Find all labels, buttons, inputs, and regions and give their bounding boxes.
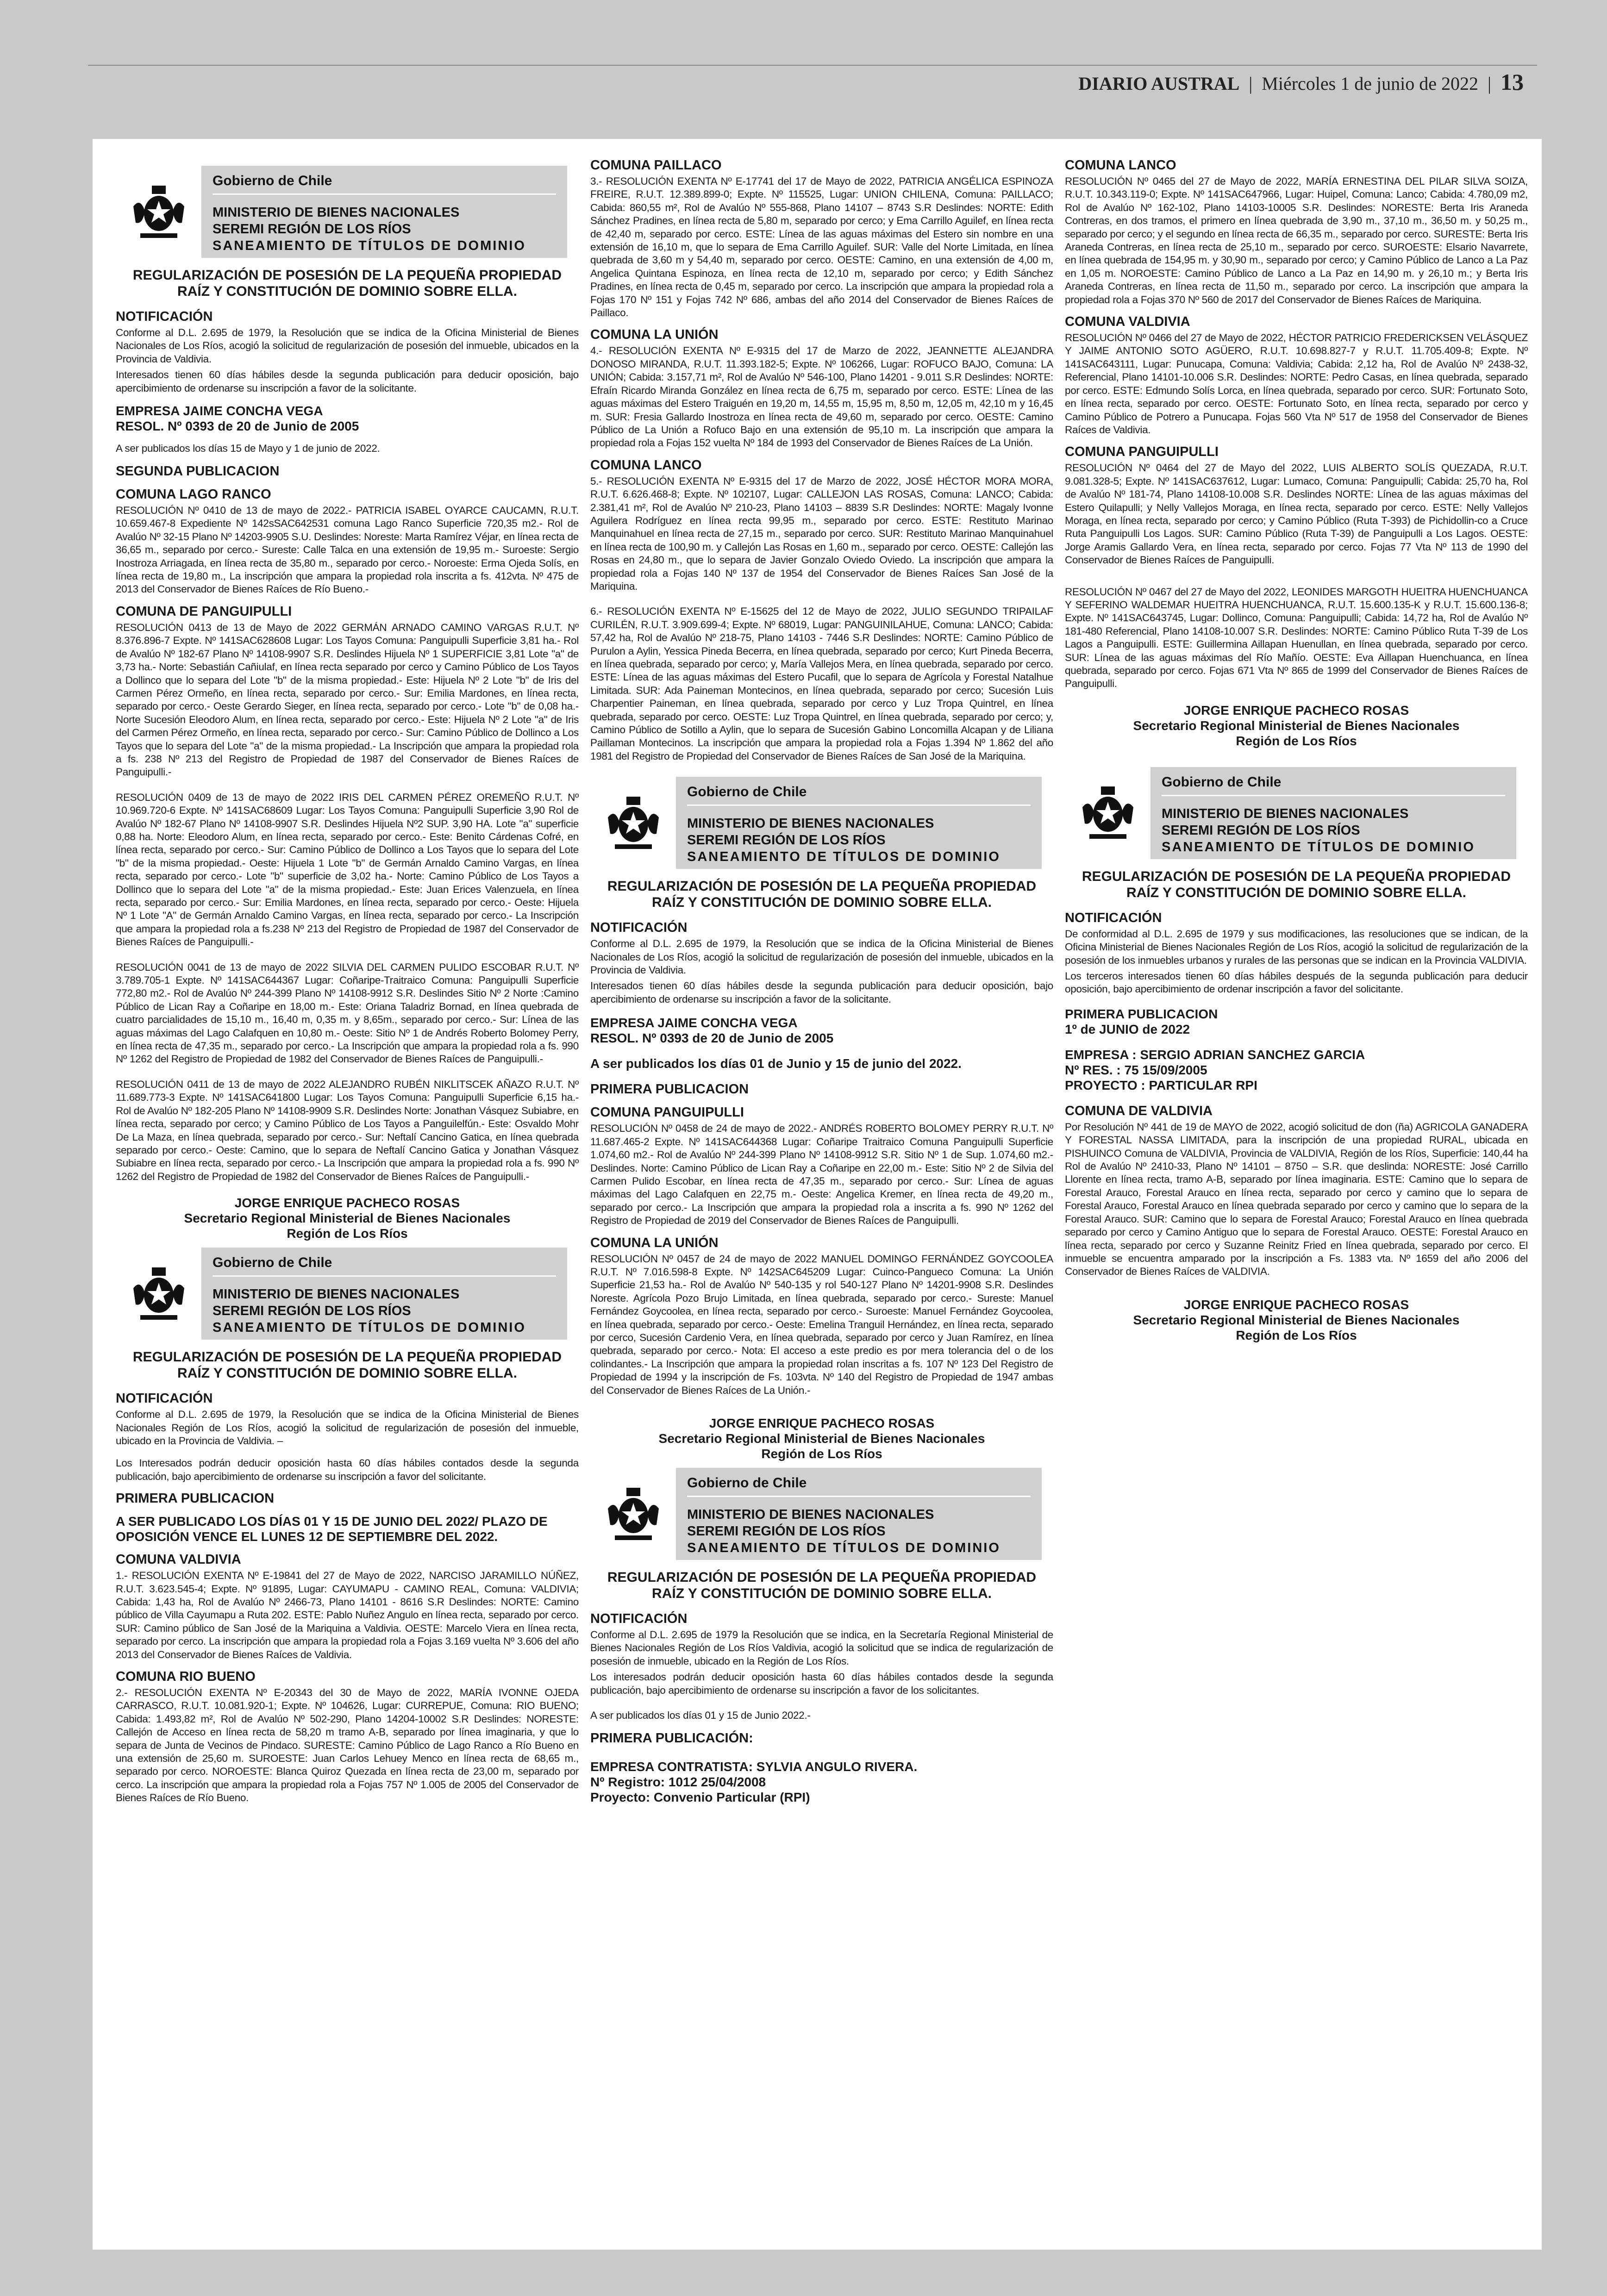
notice-text: Los terceros interesados tienen 60 días hábiles después de la segunda publicación para deducir oposición, bajo apercibimiento de ordenar inscripción a favor del solicitante. — [1065, 970, 1528, 995]
chile-coat-of-arms-icon — [116, 166, 201, 256]
contractor-name: EMPRESA : SERGIO ADRIAN SANCHEZ GARCIA — [1065, 1047, 1365, 1062]
publication-label: PRIMERA PUBLICACION — [590, 1082, 749, 1097]
government-label: Gobierno de Chile — [1162, 774, 1505, 796]
section-heading: NOTIFICACIÓN — [590, 920, 688, 936]
ministry-name: MINISTERIO DE BIENES NACIONALES — [213, 1287, 460, 1302]
signer-name: JORGE ENRIQUE PACHECO ROSAS — [1183, 703, 1409, 718]
notice-text: Los Interesados podrán deducir oposición hasta 60 días hábiles contados desde la segunda publicación, bajo apercibimiento de ordenarse su inscripción a favor del solicitante. — [116, 1457, 579, 1482]
resolution-text: Por Resolución Nº 441 de 19 de MAYO de 2022, acogió solicitud de don (ña) AGRICOLA GANADERA Y FORESTAL NASSA LIMITADA, para la inscripción de una propiedad RURAL, ubicada en PISHUINCO Comuna de VALDIVIA, Provincia de VALDIVIA, Región de los Ríos, Superficie: 140,44 ha Rol de Avalúo Nº 2410-33, Plano Nº 14101 – 8750 – S.R. que deslinda: NORESTE: José Carrillo Llorente en línea recta, tramo A-B, separado por línea imaginaria. ESTE: Camino que lo separa de Forestal Arauco, Forestal Arauco en línea recta, separado por cerco y camino que lo separa de Forestal Arauco, Forestal Arauco en línea quebrada separado por cerco y camino que lo separa de la Forestal Arauco. SUR: Camino que lo separa de Forestal Arauco; Forestal Arauco en línea quebrada separado por cerco y Camino Antiguo que lo separa de Forestal Arauco. OESTE: Forestal Arauco en línea recta, separado por cerco y Suzanne Reinitz Fried en línea quebrada, separado por cerco. El inmueble se encuentra amparado por la inscripción a Fs. 1383 vta. Nº 1659 del año 2006 del Conservador de Bienes Raíces de VALDIVIA. — [1065, 1121, 1528, 1278]
resolution-ref: RESOL. Nº 0393 de 20 de Junio de 2005 — [116, 419, 359, 434]
resolution-ref: RESOL. Nº 0393 de 20 de Junio de 2005 — [590, 1031, 834, 1046]
resolution-text: RESOLUCIÓN Nº 0467 del 27 de Mayo del 2022, LEONIDES MARGOTH HUEITRA HUENCHUANCA Y SEFERINO WALDEMAR HUEITRA HUENCHUANCA, R.U.T. 15.600.135-K y R.U.T. 15.600.136-8; Expte. Nº 141SAC643745, Lugar: Dollinco, Comuna: Panguipulli; Cabida: 14,72 ha, Rol de Avalúo Nº 181-480 Referencial, Plano 14108-10.007 S.R. Deslindes: NORTE: Camino Público Ruta T-39 de Los Lagos a Panguipulli. ESTE: Guillermina Aillapan Huenullan, en línea quebrada, separado por cerco. SUR: Línea de las aguas máximas del Río Mañío. OESTE: Eva Aillapan Huenchuanca, en línea quebrada, separado por cerco. Fojas 671 Vta Nº 865 de 1999 del Conservador de Bienes Raíces de Panguipulli. — [1065, 586, 1528, 690]
notice-title: REGULARIZACIÓN DE POSESIÓN DE LA PEQUEÑA PROPIEDAD RAÍZ Y CONSTITUCIÓN DE DOMINIO SOBRE ELLA. — [607, 1570, 1037, 1601]
signer-role: Secretario Regional Ministerial de Bienes Nacionales — [184, 1211, 511, 1226]
notice-title: REGULARIZACIÓN DE POSESIÓN DE LA PEQUEÑA PROPIEDAD RAÍZ Y CONSTITUCIÓN DE DOMINIO SOBRE ELLA. — [607, 879, 1037, 911]
resolution-text: 6.- RESOLUCIÓN EXENTA Nº E-15625 del 12 de Mayo de 2022, JULIO SEGUNDO TRIPAILAF CURILÉN, R.U.T. 3.909.699-4; Expte. Nº 68019, Lugar: PANGUINILAHUE, Comuna: LANCO; Cabida: 57,42 ha, Rol de Avalúo Nº 218-75, Plano 14103 - 7446 S.R Deslindes: NORTE: Camino Público de Purulon a Aylin, Yessica Pineda Becerra, en línea quebrada, separado por cerco; Kurt Pineda Becerra, en línea quebrada, separado por cerco; y, María Vallejos Mera, en línea quebrada, separado por cerco. ESTE: Línea de las aguas máximas del Estero Pucafil, que lo separa de Agrícola y Forestal Natalhue Limitada. SUR: Ada Paineman Montecinos, en línea quebrada, separado por cerco; Sucesión Luis Charpentier Paineman, en línea quebrada, separado por cerco y Luz Tropa Quintrel, en línea quebrada, separado por cerco. OESTE: Luz Tropa Quintrel, en línea quebrada, separado por cerco; y, Camino Público de Sotillo a Aylin, que lo separa de Sucesión Gabino Loncomilla Alcapan y de Liliana Paillaman Montecinos. La inscripción que ampara la propiedad rola a Fojas 1.394 Nº 1.862 del año 1981 del Registro de Propiedad del Conservador de Bienes Raíces de San José de la Mariquina. — [590, 605, 1053, 762]
signature-block — [1065, 1297, 1528, 1343]
section-heading: NOTIFICACIÓN — [116, 1391, 213, 1406]
comuna-heading: COMUNA LAGO RANCO — [116, 487, 271, 502]
seremi-name: SEREMI REGIÓN DE LOS RÍOS — [687, 1524, 886, 1539]
program-name: SANEAMIENTO DE TÍTULOS DE DOMINIO — [213, 1320, 526, 1335]
notice-text: Interesados tienen 60 días hábiles desde la segunda publicación para deducir oposición, bajo apercibimiento de ordenarse su inscripción a favor de la solicitante. — [116, 369, 579, 394]
notice-text: Conforme al D.L. 2.695 de 1979, la Resolución que se indica de la Oficina Ministerial de Bienes Nacionales de Los Ríos, acogió la solicitud de regularización de posesión del inmueble, ubicados en la Provincia de Valdivia. — [116, 327, 579, 365]
notice-text: Los interesados podrán deducir oposición hasta 60 días hábiles contados desde la segunda publicación, bajo apercibimiento de ordenarse su inscripción a favor de los solicitantes. — [590, 1671, 1053, 1696]
contractor-name: EMPRESA JAIME CONCHA VEGA — [116, 404, 323, 418]
chile-coat-of-arms-icon — [590, 1468, 676, 1558]
seremi-name: SEREMI REGIÓN DE LOS RÍOS — [213, 222, 411, 237]
publication-label: PRIMERA PUBLICACION — [116, 1491, 275, 1506]
publication-label: SEGUNDA PUBLICACION — [116, 464, 280, 479]
signer-role: Secretario Regional Ministerial de Bienes Nacionales — [1133, 1312, 1460, 1327]
comuna-heading: COMUNA PANGUIPULLI — [1065, 444, 1219, 460]
resolution-text: 5.- RESOLUCIÓN EXENTA Nº E-9315 del 17 de Marzo de 2022, JOSÉ HÉCTOR MORA MORA, R.U.T. 6.626.468-8; Expte. Nº 102107, Lugar: CALLEJON LAS ROSAS, Comuna: LANCO; Cabida: 2.381,41 m², Rol de Avalúo Nº 210-23, Plano 14103 – 8839 S.R Deslindes: NORTE: Magaly Ivonne Aguilera Rodríguez en línea recta 99,95 m., separado por cerco. ESTE: Restituto Marinao Manquinahuel en línea recta de 27,15 m., separado por cerco. SUR: Restituto Marinao Manquinahuel en línea recta de 100,90 m. y Callejón Las Rosas en 1,60 m., separado por cerco. OESTE: Callejón las Rosas en 24,80 m., que lo separa de Javier Gonzalo Oviedo Oviedo. La inscripción que ampara la propiedad rola a Fojas 140 Nº 137 de 1954 del Conservador de Bienes Raíces San José de la Mariquina. — [590, 475, 1053, 592]
publication-label: PRIMERA PUBLICACIÓN: — [590, 1731, 753, 1746]
signer-role: Secretario Regional Ministerial de Bienes Nacionales — [658, 1431, 985, 1446]
resolution-text: RESOLUCIÓN 0413 de 13 de Mayo de 2022 GERMÁN ARNADO CAMINO VARGAS R.U.T. Nº 8.376.896-7 Expte. Nº 141SAC628608 Lugar: Los Tayos Comuna: Panguipulli Superficie 3,81 ha.- Rol de Avalúo Nº 182-67 Plano Nº 14108-9907 S.R. Deslindes Hijuela Nº 1 SUPERFICIE 3,81 Lote "a" de 3,73 ha.- Norte: Sebastián Cañiulaf, en línea recta separado por cerco y Camino Público de Los Tayos a Dollinco que lo separa del Lote "b" de la misma propiedad.- Este: Hijuela Nº 2 Lote "b" de Iris del Carmen Pérez Ormeño, en línea recta, separado por cerco.- Sur: Emilia Mardones, en línea recta, separado por cerco.- Oeste Gerardo Sieger, en línea recta, separado por cerco.- Lote "b" de 0,08 ha.- Norte Sucesión Eleodoro Alum, en línea recta, separado por cerco.- Este: Hijuela Nº 2 Lote "a" de Iris del Carmen Pérez Ormeño, en línea recta, separado por cerco.- Sur: Camino Público de Dollinco a Los Tayos que lo separa del Lote "a" de la misma propiedad.- La Inscripción que ampara la propiedad rola a fs. 238 Nº 213 del Registro de Propiedad de 1987 del Conservador de Bienes Raíces de Panguipulli.- — [116, 621, 579, 778]
resolution-text: 1.- RESOLUCIÓN EXENTA Nº E-19841 del 27 de Mayo de 2022, NARCISO JARAMILLO NÚÑEZ, R.U.T. 3.623.545-4; Expte. Nº 91895, Lugar: CAYUMAPU - CAMINO REAL, Comuna: VALDIVIA; Cabida: 1,43 ha, Rol de Avalúo Nº 2466-73, Plano 14101 - 8616 S.R Deslindes: NORTE: Camino público de Villa Cayumapu a Ruta 202. ESTE: Pablo Nuñez Angulo en línea recta, separado por cerco. SUR: Camino público de San José de la Mariquina a Valdivia. OESTE: Marcelo Viera en línea recta, separado por cerco. La inscripción que ampara la propiedad rola a Fojas 3.169 vuelta Nº 3.606 del año 2013 del Conservador de Bienes Raíces de Valdivia. — [116, 1570, 579, 1660]
chile-coat-of-arms-icon — [1065, 767, 1151, 857]
publication-dates: A ser publicados los días 01 de Junio y 15 de junio del 2022. — [590, 1056, 962, 1071]
notice-title: REGULARIZACIÓN DE POSESIÓN DE LA PEQUEÑA PROPIEDAD RAÍZ Y CONSTITUCIÓN DE DOMINIO SOBRE ELLA. — [1082, 868, 1511, 900]
resolution-text: RESOLUCIÓN Nº 0464 del 27 de Mayo del 2022, LUIS ALBERTO SOLÍS QUEZADA, R.U.T. 9.081.328-5; Expte. Nº 141SAC637612, Lugar: Lumaco, Comuna: Panguipulli; Cabida: 25,70 ha, Rol de Avalúo Nº 181-74, Plano 14108-10.008 S.R. Deslindes NORTE: Línea de las aguas máximas del Estero Quilapulli; y Nelly Vallejos Moraga, en línea recta, separado por cerco. ESTE: Nelly Vallejos Moraga, en línea recta, separado por cerco; y Camino Público (Ruta T-393) de Pichidollin-co a Cruce Ruta Panguipulli Los Lagos. SUR: Camino Público (Ruta T-39) de Panguipulli a Los Lagos. OESTE: Jorge Aramis Gallardo Vera, en línea recta, separado por cerco. Fojas 77 Vta Nº 113 de 1990 del Conservador de Bienes Raíces de Panguipulli. — [1065, 462, 1528, 566]
resolution-text: RESOLUCIÓN Nº 0465 del 27 de Mayo de 2022, MARÍA ERNESTINA DEL PILAR SILVA SOIZA, R.U.T. 10.343.119-0; Expte. Nº 141SAC647966, Lugar: Huipel, Comuna: Lanco; Cabida: 4.780,09 m2, Rol de Avalúo Nº 162-102, Plano 14103-10005 S.R. Deslindes: NORESTE: Berta Iris Araneda Contreras, en dos tramos, el primero en línea quebrada de 3,90 m., 37,10 m., 36,50 m. y 50,25 m., separado por cerco; y el segundo en línea recta de 66,35 m., separado por cerco. SURESTE: Berta Iris Araneda Contreras, en línea recta de 25,10 m., separado por cerco. SUROESTE: Elsario Navarrete, en línea quebrada de 154,95 m. y 30,90 m., separado por cerco; y Camino Público de Lanco a La Paz en 1,05 m. NOROESTE: Camino Público de Lanco a La Paz en 14,90 m. y 26,10 m.; y Berta Iris Araneda Contreras, en línea recta de 11,50 m., separado por cerco. La inscripción que ampara la propiedad rola a Fojas 370 Nº 560 de 2017 del Conservador de Bienes Raíces de Mariquina. — [1065, 175, 1528, 306]
government-label: Gobierno de Chile — [213, 173, 556, 195]
signer-name: JORGE ENRIQUE PACHECO ROSAS — [709, 1416, 935, 1430]
chile-coat-of-arms-icon — [590, 777, 676, 867]
government-label: Gobierno de Chile — [213, 1255, 556, 1277]
notice-title: REGULARIZACIÓN DE POSESIÓN DE LA PEQUEÑA PROPIEDAD RAÍZ Y CONSTITUCIÓN DE DOMINIO SOBRE ELLA. — [132, 268, 562, 299]
column-1 — [116, 139, 579, 1808]
section-heading: NOTIFICACIÓN — [590, 1611, 688, 1626]
notice-text: Interesados tienen 60 días hábiles desde la segunda publicación para deducir oposición, bajo apercibimiento de ordenarse su inscripción a favor de la solicitante. — [590, 980, 1053, 1005]
notice-text: Conforme al D.L. 2.695 de 1979 la Resolución que se indica, en la Secretaría Regional Ministerial de Bienes Nacionales Región de Los Ríos Valdivia, acogió la solicitud que se indica de regularización de posesión de inmueble, ubicado en la Región de Los Ríos. — [590, 1629, 1053, 1667]
ministry-header-box — [590, 777, 1042, 869]
comuna-heading: COMUNA VALDIVIA — [1065, 314, 1190, 330]
contractor-name: EMPRESA CONTRATISTA: SYLVIA ANGULO RIVERA. — [590, 1759, 918, 1774]
header-rule — [88, 65, 1537, 66]
signer-region: Región de Los Ríos — [761, 1447, 882, 1461]
resolution-text: RESOLUCIÓN 0041 de 13 de mayo de 2022 SILVIA DEL CARMEN PULIDO ESCOBAR R.U.T. Nº 3.789.705-1 Expte. Nº 141SAC644367 Lugar: Coñaripe-Traitraico Comuna: Panguipulli Superficie 772,80 m2.- Rol de Avalúo Nº 244-399 Plano Nº 14108-9912 S.R. Deslindes Sitio Nº 2 Norte :Camino Público de Lican Ray a Coñaripe en 18,00 m.- Este: Oriana Taladriz Bornad, en línea quebrada de cuatro parcialidades de 15,10 m., 16,40 m, 0,35 m. y 8,65m., separado por cerco.- Sur: Línea de las aguas máximas del Lago Calafquen en 10,80 m.- Oeste: Sitio Nº 1 de Andrés Roberto Bolomey Perry, en línea recta de 47,35 m., separado por cerco.- La Inscripción que ampara la propiedad rola a fs. 990 Nº 1262 del Registro de Propiedad de 1982 del Conservador de Bienes Raíces de Panguipulli.- — [116, 961, 579, 1065]
resolution-text: RESOLUCIÓN Nº 0466 del 27 de Mayo de 2022, HÉCTOR PATRICIO FREDERICKSEN VELÁSQUEZ Y JAIME ANTONIO SOTO AGÜERO, R.U.T. 10.698.827-7 y R.U.T. 11.705.409-8; Expte. Nº 141SAC643111, Lugar: Punucapa, Comuna: Valdivia; Cabida: 2,12 ha, Rol de Avalúo Nº 2438-32, Referencial, Plano 14101-10.006 S.R. Deslindes: NORTE: Pedro Casas, en línea quebrada, separado por cerco. ESTE: Edmundo Solís Lorca, en línea quebrada, separado por cerco. SUR: Fortunato Soto, en línea recta, separado por cerco. OESTE: Fortunato Soto, en línea recta, separado por cerco y Camino Público de Potrero a Punucapa. Fojas 560 Vta Nº 517 de 1958 del Conservador de Bienes Raíces de Valdivia. — [1065, 332, 1528, 436]
ministry-header-box — [1065, 767, 1516, 859]
resolution-ref: Nº RES. : 75 15/09/2005 — [1065, 1062, 1207, 1077]
signer-name: JORGE ENRIQUE PACHECO ROSAS — [234, 1196, 460, 1210]
notice-text: De conformidad al D.L. 2.695 de 1979 y sus modificaciones, las resoluciones que se indican, de la Oficina Ministerial de Bienes Nacionales Región de Los Ríos, acogió la solicitud de regularización de la posesión de los inmuebles urbanos y rurales de las personas que se indican en la Provincia VALDIVIA. — [1065, 928, 1528, 966]
resolution-text: 4.- RESOLUCIÓN EXENTA Nº E-9315 del 17 de Marzo de 2022, JEANNETTE ALEJANDRA DONOSO MIRANDA, R.U.T. 11.393.182-5; Expte. Nº 106266, Lugar: ROFUCO BAJO, Comuna: LA UNIÓN; Cabida: 3.157,71 m², Rol de Avalúo Nº 546-100, Plano 14201 - 9.011 S.R Deslindes: NORTE: Efraín Ricardo Miranda González en línea recta de 6,75 m, separado por cerco. ESTE: Línea de las aguas máximas del Estero Traiguén en 19,20 m, 14,55 m, 15,95 m, 8,50 m, 12,05 m, 42,10 m y 16,45 m. SUR: Fresia Gallardo Inostroza en línea recta de 49,60 m, separado por cerco. OESTE: Camino Público de La Unión a Rofuco Bajo en una extensión de 95,10 m. La inscripción que ampara la propiedad rola a Fojas 152 vuelta Nº 184 de 1993 del Conservador de Bienes Raíces de La Unión. — [590, 345, 1053, 449]
section-heading: NOTIFICACIÓN — [116, 309, 213, 324]
resolution-text: RESOLUCIÓN Nº 0410 de 13 de mayo de 2022.- PATRICIA ISABEL OYARCE CAUCAMN, R.U.T. 10.659.467-8 Expediente Nº 142sSAC642531 comuna Lago Ranco Superficie 720,35 m2.- Rol de Avalúo Nº 32-15 Plano Nº 14203-9905 S.U. Deslindes: Noreste: Marta Ramírez Véjar, en línea recta de 36,65 m., separado por cerco.- Sureste: Calle Talca en una extensión de 19,95 m.- Suroeste: Sergio Inostroza Arriagada, en línea recta de 35,80 m., separado por cerco.- Noroeste: Erma Ojeda Solís, en línea recta de 19,80 m., La inscripción que ampara la propiedad rola inscrita a fs. 412vta. Nº 475 de 2013 del Conservador de Bienes Raíces de Río Bueno.- — [116, 505, 579, 595]
program-name: SANEAMIENTO DE TÍTULOS DE DOMINIO — [213, 238, 526, 253]
seremi-name: SEREMI REGIÓN DE LOS RÍOS — [687, 833, 886, 848]
publication-date: 1º de JUNIO de 2022 — [1065, 1022, 1190, 1036]
comuna-heading: COMUNA LANCO — [1065, 158, 1176, 173]
ministry-header-box — [116, 1248, 567, 1340]
contractor-name: EMPRESA JAIME CONCHA VEGA — [590, 1016, 798, 1030]
ministry-name: MINISTERIO DE BIENES NACIONALES — [687, 1507, 934, 1522]
resolution-text: RESOLUCIÓN 0411 de 13 de mayo de 2022 ALEJANDRO RUBÉN NIKLITSCEK AÑAZO R.U.T. Nº 11.689.773-3 Expte. Nº 141SAC641800 Lugar: Los Tayos Comuna: Panguipulli Superficie 6,15 ha.- Rol de Avalúo Nº 182-205 Plano Nº 14108-9909 S.R. Deslindes Norte: Jonathan Vásquez Subiabre, en línea recta, separado por cerco; y Camino Público de Los Tayos a Panguilelfún.- Este: Osvaldo Mohr De La Maza, en línea quebrada, separado por cerco.- Sur: Neftalí Cancino Gatica, en línea quebrada separado por cerco.- Oeste: Camino, que lo separa de Neftalí Cancino Gatica y Jonathan Vásquez Subiabre en línea recta, separado por cerco.- La Inscripción que ampara la propiedad rola a fs. 990 Nº 1262 del Registro de Propiedad de 1982 del Conservador de Bienes Raíces de Panguipulli.- — [116, 1078, 579, 1182]
resolution-text: 3.- RESOLUCIÓN EXENTA Nº E-17741 del 17 de Mayo de 2022, PATRICIA ANGÉLICA ESPINOZA FREIRE, R.U.T. 12.389.899-0; Expte. Nº 115525, Lugar: UNION CHILENA, Comuna: PAILLACO; Cabida: 860,55 m², Rol de Avalúo Nº 555-868, Plano 14107 – 8743 S.R Deslindes: NORTE: Edith Sánchez Pradines, en línea recta de 5,80 m, separado por cerco; y Ema Carrillo Aguilef, en línea recta de 42,40 m, separado por cerco. ESTE: Línea de las aguas máximas del Estero sin nombre en una extensión de 16,10 m, que lo separa de Ema Carrillo Aguilef. SUR: Valle del Norte Limitada, en línea quebrada de 3,60 m y 54,40 m, separado por cerco. OESTE: Camino, en una extensión de 4,00 m, Angelica Quintana Espinoza, en línea recta de 12,10 m, separado por cerco; y Edith Sánchez Pradines, en línea recta de 0,45 m, separado por cerco. La inscripción que ampara la propiedad rola a Fojas 170 Nº 151 y Fojas 742 Nº 686, ambas del año 2014 del Conservador de Bienes Raíces de Paillaco. — [590, 175, 1053, 319]
comuna-heading: COMUNA VALDIVIA — [116, 1552, 241, 1567]
notices-page — [93, 139, 1542, 2250]
project-ref: PROYECTO : PARTICULAR RPI — [1065, 1078, 1257, 1092]
signature-block — [590, 1416, 1053, 1461]
resolution-text: RESOLUCIÓN 0409 de 13 de mayo de 2022 IRIS DEL CARMEN PÉREZ OREMEÑO R.U.T. Nº 10.969.720-6 Expte. Nº 141SAC68609 Lugar: Los Tayos Comuna: Panguipulli Superficie 3,90 Rol de Avalúo Nº 182-67 Plano Nº 14108-9907 S.R. Deslindes Hijuela Nº2 SUP. 3,90 HA. Lote "a" superficie 0,88 ha. Norte: Eleodoro Alum, en línea recta, separado por cerco.- Este: Benito Cárdenas Cofré, en línea recta, separado por cerco.- Sur: Camino Público de Dollinco a Los Tayos que lo separa del Lote "b" de la misma propiedad.- Oeste: Hijuela 1 Lote "b" de Germán Arnaldo Camino Vargas, en línea recta, separado por cerco.- Lote "b" superficie de 3,02 ha.- Norte: Camino Público de Los Tayos a Dollinco que lo separa del Lote "a" de la misma propiedad.- Este: Juan Erices Valenzuela, en línea recta, separado por cerco.- Sur: Emilia Mardones, en línea recta, separado por cerco.- Oeste: Hijuela Nº 1 Lote "A" de Germán Arnaldo Camino Vargas, en línea recta, separado por cerco.- La Inscripción que ampara la propiedad rola a fs.238 Nº 213 del Registro de Propiedad de 1987 del Conservador de Bienes Raíces de Panguipulli.- — [116, 791, 579, 948]
government-label: Gobierno de Chile — [687, 1475, 1031, 1497]
column-3 — [1065, 139, 1528, 1347]
program-name: SANEAMIENTO DE TÍTULOS DE DOMINIO — [687, 849, 1000, 865]
program-name: SANEAMIENTO DE TÍTULOS DE DOMINIO — [687, 1541, 1000, 1555]
resolution-text: 2.- RESOLUCIÓN EXENTA Nº E-20343 del 30 de Mayo de 2022, MARÍA IVONNE OJEDA CARRASCO, R.U.T. 10.081.920-1; Expte. Nº 104626, Lugar: CURREPUE, Comuna: RIO BUENO; Cabida: 1.493,82 m², Rol de Avalúo Nº 502-290, Plano 14204-10002 S.R Deslindes: NORESTE: Callejón de Acceso en línea recta de 58,20 m tramo A-B, separado por línea imaginaria, y que lo separa de Junta de Vecinos de Pindaco. SURESTE: Camino Público de Lago Ranco a Río Bueno en una extensión de 25,60 m. SUROESTE: Juan Carlos Lehuey Menco en línea recta de 68,65 m., separado por cerco. NOROESTE: Blanca Quiroz Quezada en línea recta de 23,00 m, separado por cerco. La inscripción que ampara la propiedad rola a Fojas 757 Nº 1.005 de 2005 del Conservador de Bienes Raíces de Río Bueno. — [116, 1687, 579, 1804]
comuna-heading: COMUNA PAILLACO — [590, 158, 722, 173]
ministry-header-box — [590, 1468, 1042, 1560]
seremi-name: SEREMI REGIÓN DE LOS RÍOS — [213, 1304, 411, 1319]
ministry-header-box — [116, 166, 567, 258]
ministry-name: MINISTERIO DE BIENES NACIONALES — [1162, 806, 1409, 821]
resolution-text: RESOLUCIÓN Nº 0457 de 24 de mayo de 2022 MANUEL DOMINGO FERNÁNDEZ GOYCOOLEA R.U.T. Nº 7.016.598-8 Expte. Nº 142SAC645209 Lugar: Cuinco-Pangueco Comuna: La Unión Superficie 21,53 ha.- Rol de Avalúo Nº 540-135 y rol 540-127 Plano Nº 14201-9908 S.R. Deslindes Noreste. Agrícola Pozo Brujo Limitada, en línea quebrada, separado por cerco.- Sureste: Manuel Fernández Goycoolea, en línea recta, separado por cerco.- Suroeste: Manuel Fernández Goycoolea, en línea quebrada, separado por cerco.- Oeste: Emelina Tranguil Hernández, en línea recta, separado por cerco, Sucesión Cardenio Vera, en línea quebrada, separado por cerco y Juan Ramírez, en línea quebrada, separado por cerco.- Nota: El acceso a este predio es por mera tolerancia del o de los colindantes.- La Inscripción que ampara la propiedad rolan inscritas a fs. 107 Nº 123 Del Registro de Propiedad de 1994 y la inscripción de Fs. 103vta. Nº 140 del Registro de Propiedad de 1947 ambas del Conservador de Bienes Raíces de La Unión.- — [590, 1253, 1053, 1396]
seremi-name: SEREMI REGIÓN DE LOS RÍOS — [1162, 823, 1360, 838]
signer-region: Región de Los Ríos — [1236, 733, 1357, 748]
publication-name: DIARIO AUSTRAL — [1078, 73, 1240, 94]
comuna-heading: COMUNA PANGUIPULLI — [590, 1105, 744, 1120]
page-number: 13 — [1501, 69, 1524, 95]
notice-title: REGULARIZACIÓN DE POSESIÓN DE LA PEQUEÑA PROPIEDAD RAÍZ Y CONSTITUCIÓN DE DOMINIO SOBRE ELLA. — [132, 1349, 562, 1381]
resolution-text: RESOLUCIÓN Nº 0458 de 24 de mayo de 2022.- ANDRÉS ROBERTO BOLOMEY PERRY R.U.T. Nº 11.687.465-2 Expte. Nº 141SAC644368 Lugar: Coñaripe Traitraico Comuna Panguipulli Superficie 1.074,60 m2.- Rol de Avalúo Nº 244-399 Plano Nº 14108-9912 S.R. Sitio Nº 1 de Sup. 1.074,60 m2.- Deslindes. Norte: Camino Público de Lican Ray a Coñaripe en 22,00 m.- Este: Sitio Nº 2 de Silvia del Carmen Pulido Escobar, en línea recta de 47,35 m., separado por cerco.- Sur: Línea de aguas máximas del Lago Calafquen en 22,75 m.- Oeste: Angelica Kremer, en línea recta de 49,20 m., separado por cerco.- La Inscripción que ampara la propiedad rola a inscrita a fs. 990 Nº 1262 del Registro de Propiedad de 2019 del Conservador de Bienes Raíces de Panguipulli. — [590, 1123, 1053, 1227]
newspaper-header: DIARIO AUSTRAL | Miércoles 1 de junio de 2022 | 13 — [1078, 69, 1524, 95]
publication-label: PRIMERA PUBLICACION — [1065, 1006, 1218, 1021]
signer-region: Región de Los Ríos — [1236, 1328, 1357, 1342]
signer-role: Secretario Regional Ministerial de Bienes Nacionales — [1133, 718, 1460, 733]
signature-block — [116, 1195, 579, 1241]
project-ref: Proyecto: Convenio Particular (RPI) — [590, 1790, 810, 1805]
comuna-heading: COMUNA RIO BUENO — [116, 1669, 256, 1684]
publication-dates: A ser publicados los días 15 de Mayo y 1 de junio de 2022. — [116, 443, 380, 455]
ministry-name: MINISTERIO DE BIENES NACIONALES — [213, 205, 460, 220]
column-2 — [590, 139, 1053, 1805]
comuna-heading: COMUNA LA UNIÓN — [590, 1235, 719, 1250]
comuna-heading: COMUNA DE VALDIVIA — [1065, 1103, 1213, 1118]
publication-deadline: A SER PUBLICADO LOS DÍAS 01 Y 15 DE JUNIO DEL 2022/ PLAZO DE OPOSICIÓN VENCE EL LUNES 12 DE SEPTIEMBRE DEL 2022. — [116, 1514, 548, 1544]
ministry-name: MINISTERIO DE BIENES NACIONALES — [687, 816, 934, 831]
section-heading: NOTIFICACIÓN — [1065, 910, 1162, 925]
signature-block — [1065, 703, 1528, 749]
government-label: Gobierno de Chile — [687, 784, 1031, 806]
notice-text: Conforme al D.L. 2.695 de 1979, la Resolución que se indica de la Oficina Ministerial de Bienes Nacionales Región de Los Ríos, acogió la solicitud de regularización de posesión del inmueble, ubicado en la Provincia de Valdivia. – — [116, 1409, 579, 1447]
program-name: SANEAMIENTO DE TÍTULOS DE DOMINIO — [1162, 839, 1475, 855]
chile-coat-of-arms-icon — [116, 1248, 201, 1338]
signer-name: JORGE ENRIQUE PACHECO ROSAS — [1183, 1297, 1409, 1312]
signer-region: Región de Los Ríos — [287, 1226, 408, 1241]
comuna-heading: COMUNA DE PANGUIPULLI — [116, 604, 292, 619]
notice-text: Conforme al D.L. 2.695 de 1979, la Resolución que se indica de la Oficina Ministerial de Bienes Nacionales de Los Ríos, acogió la solicitud de regularización de posesión del inmueble, ubicados en la Provincia de Valdivia. — [590, 938, 1053, 976]
publication-dates: A ser publicados los días 01 y 15 de Junio 2022.- — [590, 1710, 811, 1722]
comuna-heading: COMUNA LA UNIÓN — [590, 327, 719, 343]
registry-ref: Nº Registro: 1012 25/04/2008 — [590, 1775, 766, 1790]
publication-date: Miércoles 1 de junio de 2022 — [1262, 73, 1478, 94]
comuna-heading: COMUNA LANCO — [590, 457, 702, 473]
